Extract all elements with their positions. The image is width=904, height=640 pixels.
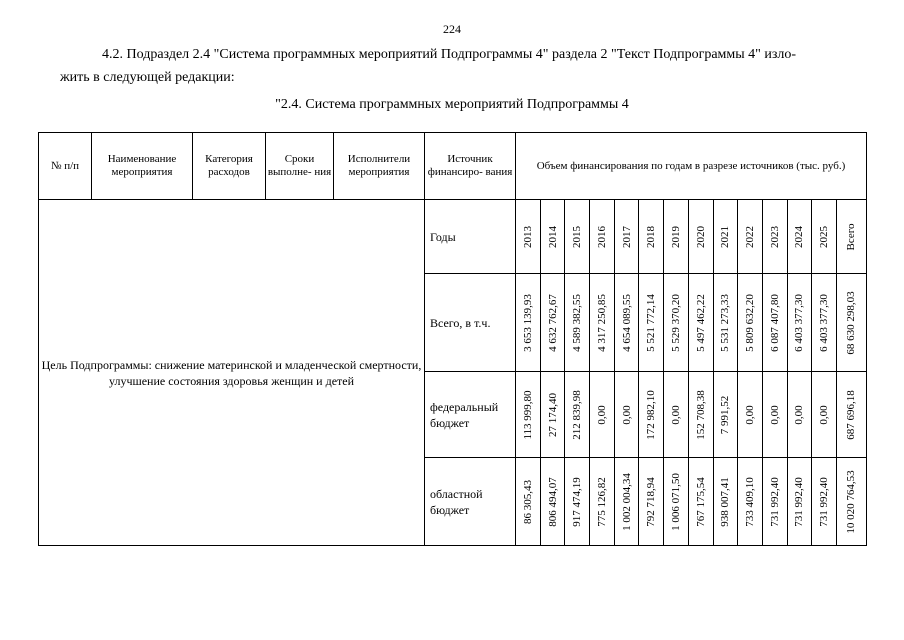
cell: [787, 458, 812, 546]
cell: [664, 458, 689, 546]
cell-value: 2020: [694, 225, 707, 248]
row-label: Всего, в т.ч.: [425, 274, 516, 372]
goal-cell: Цель Подпрограммы: снижение материнской и младенческой смертности, улучшение состояния здоровья женщин и детей: [39, 200, 425, 546]
cell: [812, 274, 837, 372]
cell: [565, 274, 590, 372]
intro-line-1: 4.2. Подраздел 2.4 "Система программных мероприятий Подпрограммы 4" раздела 2 "Текст Подпрограммы 4" изло-: [102, 47, 797, 62]
cell-value: 27 174,40: [546, 392, 559, 437]
cell-value: 687 696,18: [845, 389, 858, 440]
cell: [713, 372, 738, 458]
cell: [787, 372, 812, 458]
cell: [516, 274, 541, 372]
cell: [639, 458, 664, 546]
cell: [614, 372, 639, 458]
cell-value: 2015: [571, 225, 584, 248]
cell-value: 2023: [768, 225, 781, 248]
cell-value: 0,00: [768, 404, 781, 425]
cell-value: 5 521 772,14: [645, 293, 658, 352]
cell: [614, 274, 639, 372]
header-category: Категория расходов: [193, 133, 266, 200]
cell-value: 6 087 407,80: [768, 293, 781, 352]
cell: [738, 372, 763, 458]
cell-value: 733 409,10: [744, 476, 757, 527]
cell-value: 0,00: [620, 404, 633, 425]
cell: [836, 372, 866, 458]
cell: [688, 372, 713, 458]
cell: [713, 458, 738, 546]
cell: [590, 372, 615, 458]
cell: [516, 200, 541, 274]
cell: [836, 458, 866, 546]
cell-value: 731 992,40: [768, 476, 781, 527]
cell: [836, 274, 866, 372]
cell-value: 5 529 370,20: [669, 293, 682, 352]
header-funding: Объем финансирования по годам в разрезе источников (тыс. руб.): [516, 133, 867, 200]
cell: [762, 458, 787, 546]
intro-paragraph: [60, 43, 860, 89]
cell: [540, 274, 565, 372]
cell-value: 731 992,40: [818, 476, 831, 527]
cell: [639, 274, 664, 372]
cell-value: 2025: [818, 225, 831, 248]
cell: [812, 200, 837, 274]
header-row: [39, 133, 867, 200]
cell-value: 113 999,80: [521, 389, 534, 440]
cell: [738, 200, 763, 274]
cell-value: 1 006 071,50: [669, 472, 682, 531]
cell-value: 775 126,82: [595, 476, 608, 527]
cell-value: 0,00: [744, 404, 757, 425]
cell: [688, 200, 713, 274]
row-label: Годы: [425, 200, 516, 274]
cell: [639, 372, 664, 458]
cell: [565, 372, 590, 458]
cell: [738, 274, 763, 372]
cell: [614, 200, 639, 274]
cell-value: 767 175,54: [694, 476, 707, 527]
cell: [565, 200, 590, 274]
cell: [540, 458, 565, 546]
cell-value: 68 630 298,03: [845, 290, 858, 355]
cell: [713, 274, 738, 372]
cell-value: 4 632 762,67: [546, 293, 559, 352]
cell: [590, 200, 615, 274]
cell: [565, 458, 590, 546]
cell-value: 2018: [645, 225, 658, 248]
header-source: Источник финансиро- вания: [425, 133, 516, 200]
cell-value: 10 020 764,53: [845, 469, 858, 534]
cell-value: 938 007,41: [719, 476, 732, 527]
header-executors: Исполнители мероприятия: [334, 133, 425, 200]
cell: [540, 372, 565, 458]
cell: [738, 458, 763, 546]
cell-value: Всего: [845, 223, 858, 250]
cell-value: 0,00: [595, 404, 608, 425]
cell-value: 6 403 377,30: [793, 293, 806, 352]
cell-value: 2014: [546, 225, 559, 248]
cell-value: 7 991,52: [719, 395, 732, 434]
cell: [516, 458, 541, 546]
cell: [787, 200, 812, 274]
table-row: [39, 200, 867, 274]
cell-value: 86 305,43: [521, 479, 534, 524]
cell-value: 806 494,07: [546, 476, 559, 527]
cell: [762, 200, 787, 274]
cell-value: 5 497 462,22: [694, 293, 707, 352]
cell-value: 5 809 632,20: [744, 293, 757, 352]
cell-value: 2017: [620, 225, 633, 248]
cell-value: 2013: [521, 225, 534, 248]
cell: [664, 200, 689, 274]
cell-value: 2021: [719, 225, 732, 248]
row-label: федеральный бюджет: [425, 372, 516, 458]
cell: [614, 458, 639, 546]
cell: [812, 458, 837, 546]
cell: [812, 372, 837, 458]
row-label: областной бюджет: [425, 458, 516, 546]
cell: [688, 458, 713, 546]
cell-value: 5 531 273,33: [719, 293, 732, 352]
cell: [639, 200, 664, 274]
program-table: [38, 132, 867, 546]
cell-value: 6 403 377,30: [818, 293, 831, 352]
cell: [516, 372, 541, 458]
cell-value: 172 982,10: [645, 389, 658, 440]
header-terms: Сроки выполне- ния: [266, 133, 334, 200]
cell: [540, 200, 565, 274]
cell: [664, 372, 689, 458]
cell: [688, 274, 713, 372]
cell-value: 2024: [793, 225, 806, 248]
page-number: 224: [443, 22, 461, 36]
cell: [713, 200, 738, 274]
cell-value: 0,00: [793, 404, 806, 425]
cell-value: 917 474,19: [571, 476, 584, 527]
cell-value: 0,00: [818, 404, 831, 425]
header-num: № п/п: [39, 133, 92, 200]
cell-value: 2019: [669, 225, 682, 248]
intro-line-2: жить в следующей редакции:: [60, 70, 235, 85]
cell-value: 4 654 089,55: [620, 293, 633, 352]
cell-value: 0,00: [669, 404, 682, 425]
cell-value: 1 002 004,34: [620, 472, 633, 531]
cell: [590, 274, 615, 372]
cell: [590, 458, 615, 546]
cell-value: 792 718,94: [645, 476, 658, 527]
cell-value: 2022: [744, 225, 757, 248]
cell-value: 4 317 250,85: [595, 293, 608, 352]
cell: [664, 274, 689, 372]
cell-value: 3 653 139,93: [521, 293, 534, 352]
cell-value: 152 708,38: [694, 389, 707, 440]
table-title: "2.4. Система программных мероприятий Подпрограммы 4: [275, 97, 629, 112]
cell-value: 2016: [595, 225, 608, 248]
cell: [762, 372, 787, 458]
cell-value: 731 992,40: [793, 476, 806, 527]
cell: [762, 274, 787, 372]
cell: [787, 274, 812, 372]
header-name: Наименование мероприятия: [92, 133, 193, 200]
cell-value: 212 839,98: [571, 389, 584, 440]
cell-value: 4 589 382,55: [571, 293, 584, 352]
cell: [836, 200, 866, 274]
